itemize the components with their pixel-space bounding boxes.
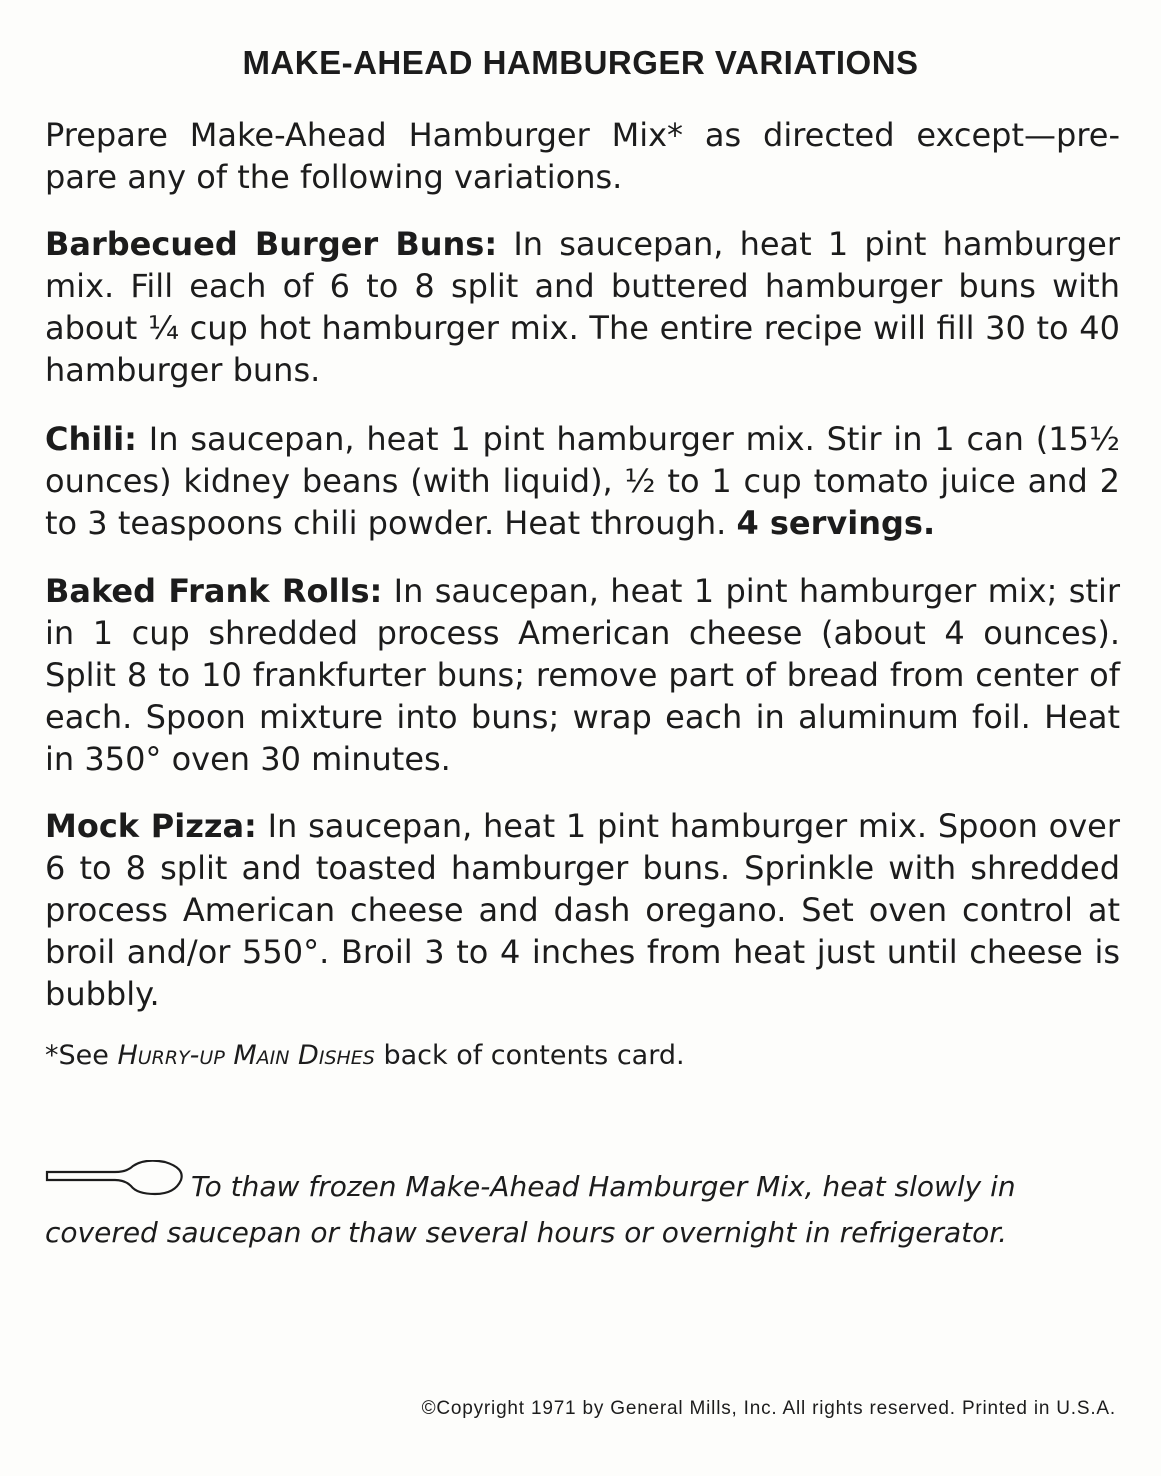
spoon-icon [45,1160,185,1212]
variation-name: Barbecued Burger Buns: [45,225,498,263]
variation-text: In saucepan, heat 1 pint hamburger mix. Stir in 1 can (15½ ounces) kidney beans (with liquid), ½ to 1 cup tomato juice and 2 to 3 teaspoons chili powder. Heat through. [45,420,1120,542]
variation-name: Baked Frank Rolls: [45,572,383,610]
variation-text: In saucepan, heat 1 pint hamburger mix. Spoon over 6 to 8 split and toasted hamburger buns. Sprinkle with shredded process American cheese and dash oregano. Set oven control at broil and/or 550°. Broil 3 to 4 inches from heat just until cheese is bubbly. [45,807,1121,1013]
tip-text: To thaw frozen Make-Ahead Hamburger Mix, heat slowly in covered saucepan or thaw several hours or overnight in refrigerator. [45,1170,1016,1249]
intro-paragraph: Prepare Make-Ahead Hamburger Mix* as directed except—pre-pare any of the following variations. [45,116,1120,196]
variation-mock-pizza [45,805,1120,1015]
footnote-prefix: *See [45,1040,118,1071]
servings-label: 4 servings. [736,504,936,542]
thaw-tip [45,1160,1120,1254]
variation-chili [45,418,1120,544]
footnote [45,1040,685,1071]
variation-baked-frank-rolls [45,570,1120,780]
card-title: MAKE-AHEAD HAMBURGER VARIATIONS [242,44,919,81]
footnote-reference: Hurry-up Main Dishes [117,1040,375,1071]
variation-barbecued-burger-buns [45,223,1120,391]
variation-name: Chili: [45,420,137,458]
variation-text: In saucepan, heat 1 pint hamburger mix; stir in 1 cup shredded process American cheese (about 4 ounces). Split 8 to 10 frankfurter buns; remove part of bread from center of each. Spoon mixture into buns; wrap each in aluminum foil. Heat in 350° oven 30 minutes. [45,572,1121,778]
footnote-suffix: back of contents card. [374,1040,685,1071]
variation-text: In saucepan, heat 1 pint hamburger mix. Fill each of 6 to 8 split and buttered hamburger buns with about ¼ cup hot hamburger mix. The entire recipe will fill 30 to 40 hamburger buns. [45,225,1121,389]
copyright-line: ©Copyright 1971 by General Mills, Inc. All rights reserved. Printed in U.S.A. [421,1398,1116,1419]
variation-name: Mock Pizza: [45,807,257,845]
